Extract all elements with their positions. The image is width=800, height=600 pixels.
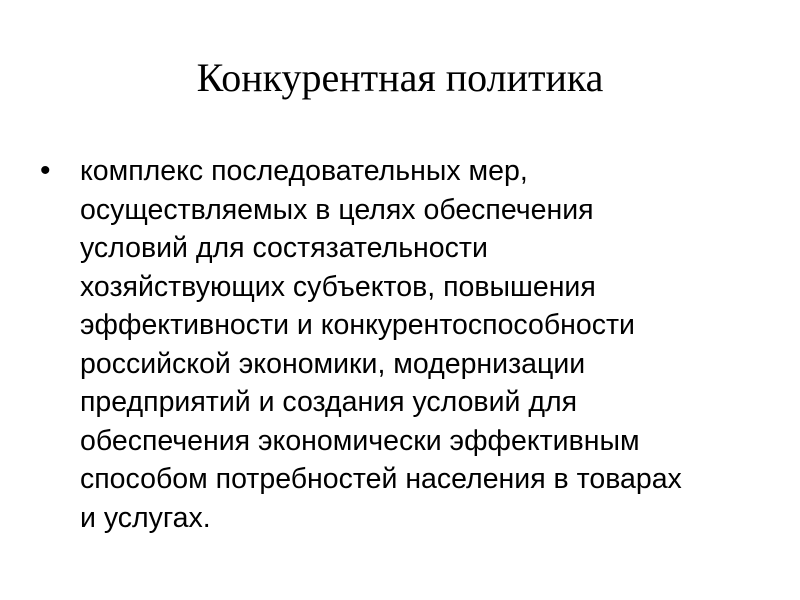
slide-title: Конкурентная политика	[196, 55, 604, 100]
bullet-text-line: осуществляемых в целях обеспечения	[80, 193, 594, 226]
bullet-text-line: способом потребностей населения в товарах	[80, 463, 682, 495]
bullet-text-line: условий для состязательности	[80, 232, 488, 264]
bullet-text-line: предприятий и создания условий для	[80, 386, 578, 418]
bullet-text-line: хозяйствующих субъектов, повышения	[80, 270, 596, 303]
bullet-text-line: эффективности и конкурентоспособности	[80, 309, 635, 341]
bullet-text	[80, 152, 770, 537]
bullet-dot-icon: •	[40, 154, 51, 187]
bullet-item	[40, 152, 770, 537]
bullet-list	[40, 152, 770, 537]
bullet-text-line: российской экономики, модернизации	[80, 347, 586, 380]
bullet-text-line: и услугах.	[80, 501, 211, 534]
bullet-text-line: обеспечения экономически эффективным	[80, 424, 640, 457]
bullet-text-line: комплекс последовательных мер,	[80, 155, 528, 187]
